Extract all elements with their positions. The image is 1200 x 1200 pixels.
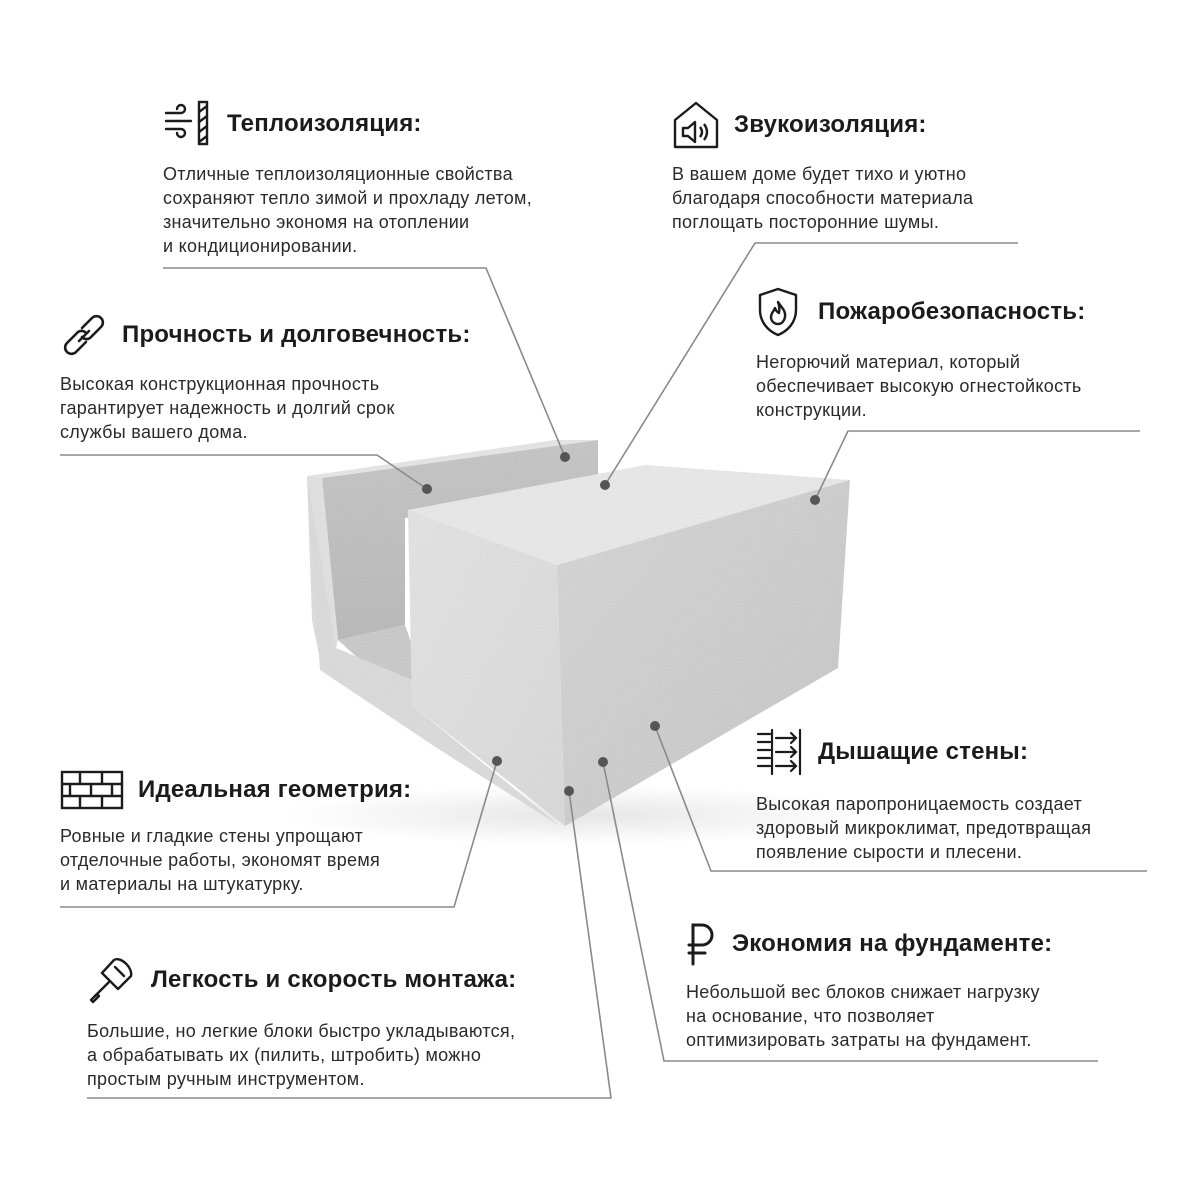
dot-geometry (492, 756, 502, 766)
feature-title: Легкость и скорость монтажа: (151, 966, 517, 993)
dot-fire (810, 495, 820, 505)
feature-description: Негорючий материал, который обеспечивает высокую огнестойкость конструкции. (756, 352, 1082, 420)
feature-fire (756, 286, 1085, 422)
feature-sound (672, 100, 973, 234)
dot-strength (422, 484, 432, 494)
brick-wall-icon (60, 770, 124, 810)
feature-strength (60, 310, 471, 444)
feature-title: Дышащие стены: (818, 738, 1029, 765)
feature-title: Пожаробезопасность: (818, 298, 1086, 325)
house-speaker-icon (672, 100, 720, 150)
feature-title: Идеальная геометрия: (138, 776, 412, 803)
dot-thermal (560, 452, 570, 462)
feature-description: Ровные и гладкие стены упрощают отделочные работы, экономят время и материалы на штукатурку. (60, 826, 381, 894)
feature-installation (87, 955, 516, 1091)
feature-description: Небольшой вес блоков снижает нагрузку на основание, что позволяет оптимизировать затраты на фундамент. (686, 982, 1040, 1050)
feature-title: Экономия на фундаменте: (732, 930, 1053, 957)
dot-foundation (598, 757, 608, 767)
ruble-icon (686, 922, 714, 966)
feature-foundation (686, 922, 1052, 1052)
shield-flame-icon (756, 286, 800, 338)
dot-breathing (650, 721, 660, 731)
feature-title: Прочность и долговечность: (122, 321, 471, 348)
feature-description: Высокая паропроницаемость создает здоровый микроклимат, предотвращая появление сырости и плесени. (756, 794, 1092, 862)
trowel-icon (87, 955, 137, 1005)
wall-arrows-icon (756, 728, 802, 776)
dot-installation (564, 786, 574, 796)
wind-wall-icon (163, 100, 213, 148)
feature-description: В вашем доме будет тихо и уютно благодаря способности материала поглощать посторонние шумы. (672, 164, 974, 232)
feature-breathing (756, 728, 1091, 864)
feature-description: Отличные теплоизоляционные свойства сохраняют тепло зимой и прохладу летом, значительно экономя на отоплении и кондиционировании. (163, 164, 533, 256)
chain-link-icon (60, 310, 108, 360)
feature-description: Высокая конструкционная прочность гарантирует надежность и долгий срок службы вашего дома. (60, 374, 395, 442)
feature-thermal (163, 100, 532, 258)
feature-title: Теплоизоляция: (227, 110, 422, 137)
feature-title: Звукоизоляция: (734, 111, 927, 138)
feature-description: Большие, но легкие блоки быстро укладываются, а обрабатывать их (пилить, штробить) можно простым ручным инструментом. (87, 1021, 516, 1089)
dot-sound (600, 480, 610, 490)
leader-line-fire (815, 431, 1140, 500)
feature-geometry (60, 770, 411, 896)
